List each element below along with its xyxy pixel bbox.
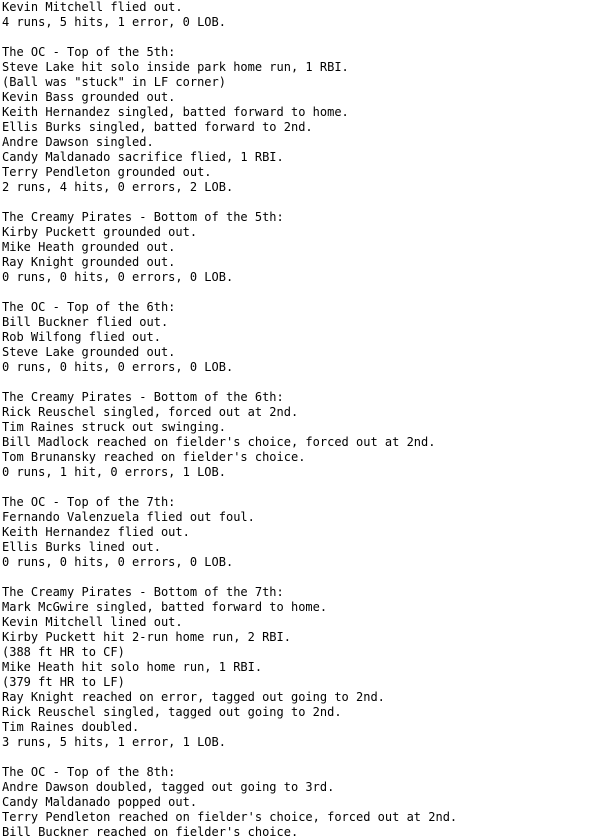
- play-line: Tim Raines struck out swinging.: [2, 420, 226, 434]
- play-line: Bill Buckner flied out.: [2, 315, 169, 329]
- play-line: Rick Reuschel singled, forced out at 2nd.: [2, 405, 299, 419]
- inning-header: The Creamy Pirates - Bottom of the 5th:: [2, 210, 284, 224]
- blank-line: [2, 285, 611, 300]
- play-line: Kevin Bass grounded out.: [2, 90, 176, 104]
- blank-line: [2, 570, 611, 585]
- play-line: Tom Brunansky reached on fielder's choice.: [2, 450, 306, 464]
- inning-header: The OC - Top of the 5th:: [2, 45, 176, 59]
- inning-header: The OC - Top of the 6th:: [2, 300, 176, 314]
- inning-header: The OC - Top of the 8th:: [2, 765, 176, 779]
- play-line: Fernando Valenzuela flied out foul.: [2, 510, 255, 524]
- play-line: Candy Maldanado popped out.: [2, 795, 198, 809]
- play-line: Keith Hernandez flied out.: [2, 525, 190, 539]
- play-line: Andre Dawson singled.: [2, 135, 154, 149]
- play-line: Bill Buckner reached on fielder's choice.: [2, 825, 299, 839]
- inning-summary: 0 runs, 0 hits, 0 errors, 0 LOB.: [2, 555, 234, 569]
- inning-header: The OC - Top of the 7th:: [2, 495, 176, 509]
- play-line: Rick Reuschel singled, tagged out going to 2nd.: [2, 705, 342, 719]
- inning-summary: 0 runs, 0 hits, 0 errors, 0 LOB.: [2, 270, 234, 284]
- play-line: Terry Pendleton grounded out.: [2, 165, 212, 179]
- inning-summary: 3 runs, 5 hits, 1 error, 1 LOB.: [2, 735, 226, 749]
- play-note: (379 ft HR to LF): [2, 675, 125, 689]
- play-line: Terry Pendleton reached on fielder's choice, forced out at 2nd.: [2, 810, 458, 824]
- play-line: Mike Heath grounded out.: [2, 240, 176, 254]
- play-line: Ray Knight reached on error, tagged out going to 2nd.: [2, 690, 385, 704]
- play-line: Tim Raines doubled.: [2, 720, 140, 734]
- play-line: Kirby Puckett hit 2-run home run, 2 RBI.: [2, 630, 291, 644]
- play-line: Mike Heath hit solo home run, 1 RBI.: [2, 660, 263, 674]
- blank-line: [2, 480, 611, 495]
- inning-header: The Creamy Pirates - Bottom of the 6th:: [2, 390, 284, 404]
- play-line: Andre Dawson doubled, tagged out going to 3rd.: [2, 780, 335, 794]
- inning-header: The Creamy Pirates - Bottom of the 7th:: [2, 585, 284, 599]
- play-line: Ellis Burks singled, batted forward to 2nd.: [2, 120, 313, 134]
- play-note: (Ball was "stuck" in LF corner): [2, 75, 226, 89]
- blank-line: [2, 750, 611, 765]
- inning-summary: 0 runs, 0 hits, 0 errors, 0 LOB.: [2, 360, 234, 374]
- inning-summary: 0 runs, 1 hit, 0 errors, 1 LOB.: [2, 465, 226, 479]
- play-note: (388 ft HR to CF): [2, 645, 125, 659]
- play-line: Ellis Burks lined out.: [2, 540, 161, 554]
- inning-summary: 2 runs, 4 hits, 0 errors, 2 LOB.: [2, 180, 234, 194]
- blank-line: [2, 195, 611, 210]
- play-line: Steve Lake grounded out.: [2, 345, 176, 359]
- play-line: Keith Hernandez singled, batted forward to home.: [2, 105, 349, 119]
- play-line: Steve Lake hit solo inside park home run, 1 RBI.: [2, 60, 349, 74]
- inning-summary: 4 runs, 5 hits, 1 error, 0 LOB.: [2, 15, 226, 29]
- play-line: Kevin Mitchell lined out.: [2, 615, 183, 629]
- play-line: Kirby Puckett grounded out.: [2, 225, 198, 239]
- play-line: Kevin Mitchell flied out.: [2, 0, 183, 14]
- play-line: Candy Maldanado sacrifice flied, 1 RBI.: [2, 150, 284, 164]
- play-line: Rob Wilfong flied out.: [2, 330, 161, 344]
- blank-line: [2, 30, 611, 45]
- play-line: Bill Madlock reached on fielder's choice, forced out at 2nd.: [2, 435, 436, 449]
- play-line: Mark McGwire singled, batted forward to home.: [2, 600, 328, 614]
- play-line: Ray Knight grounded out.: [2, 255, 176, 269]
- blank-line: [2, 375, 611, 390]
